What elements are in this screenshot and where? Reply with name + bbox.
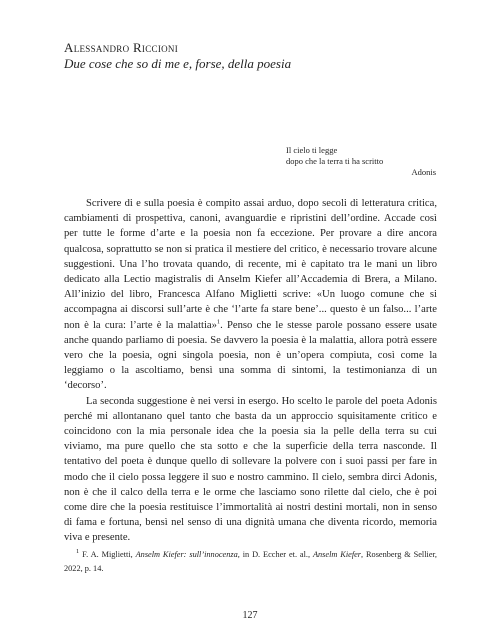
footnote-work-title: Anselm Kiefer xyxy=(312,550,362,559)
page-number: 127 xyxy=(242,610,258,621)
epigraph xyxy=(286,145,436,178)
epigraph-attribution: Adonis xyxy=(411,167,436,177)
footnote-text: F. A. Miglietti, xyxy=(79,550,136,559)
footnote xyxy=(64,548,437,575)
paragraph-text: Scrivere di e sulla poesia è compito assai arduo, dopo secoli di letteratura critica, cambiamenti di prospettiva, canoni, avanguardie e ripristini dell’ordine. Accade così per tutte le forme d’arte e la poesia non fa eccezione. Per provare a dire ancora qualcosa, soprattutto se non si pratica il mestiere del critico, è necessario trovare alcune suggestioni. Una l’ho trovata quando, di recente, mi è capitato tra le mani un libro dedicato alla Lectio magistralis di Anselm Kiefer all’Accademia di Brera, a Milano. All’inizio del libro, Francesca Alfano Miglietti scrive: «Un luogo comune che si accompagna ai discorsi sull’arte è che ‘l’arte fa stare bene’... questo è un falso... l’arte non è la cura: l’arte è la malattia» xyxy=(64,198,437,331)
paragraph: La seconda suggestione è nei versi in esergo. Ho scelto le parole del poeta Adonis perché mi allontanano quel tanto che basta da un approccio squisitamente critico e coincidono con la mia personale idea che la poesia sia la pelle della terra su cui viviamo, ma pure quello che sta sotto e che la superficie della terra nasconde. Il tentativo del poeta è dunque quello di sollevare la polvere con i suoi passi per fare in modo che il cielo possa leggere il suo e nostro cammino. Il cielo, sembra dirci Adonis, non è che il calco della terra e le orme che lasciamo sono rilette dal cielo, che è poi come dire che la poesia restituisce l’immortalità ai nostri destini mortali, non in senso di fama e fortuna, bensì nel senso di una dignità umana che diventa ricordo, memoria viva e presente. xyxy=(64,395,437,544)
footnote-reference[interactable]: 1 xyxy=(216,318,221,326)
paragraph-text: . Penso che le stesse parole possano essere usate anche quando parliamo di poesia. Se davvero la poesia è la malattia, allora potrà essere vero che la poesia, ogni singola poesia, non è un’opera compiuta, così come la leggiamo o la ascoltiamo, bensì una somma di sintomi, la testimonianza di un ‘decorso’. xyxy=(64,319,437,392)
epigraph-line: dopo che la terra ti ha scritto xyxy=(286,156,384,166)
paragraph xyxy=(64,196,437,394)
body-text xyxy=(64,196,437,546)
epigraph-line: Il cielo ti legge xyxy=(286,145,338,155)
footnote-number: 1 xyxy=(76,548,80,556)
chapter-title: Due cose che so di me e, forse, della poesia xyxy=(64,56,292,71)
footnote-text: , Rosenberg & Sellier, 2022, p. 14. xyxy=(64,550,438,573)
chapter-author: Alessandro Riccioni xyxy=(64,40,179,55)
footnote-text: , in D. Eccher et. al., xyxy=(237,550,313,559)
footnote-work-title: Anselm Kiefer: sull’innocenza xyxy=(135,550,238,559)
